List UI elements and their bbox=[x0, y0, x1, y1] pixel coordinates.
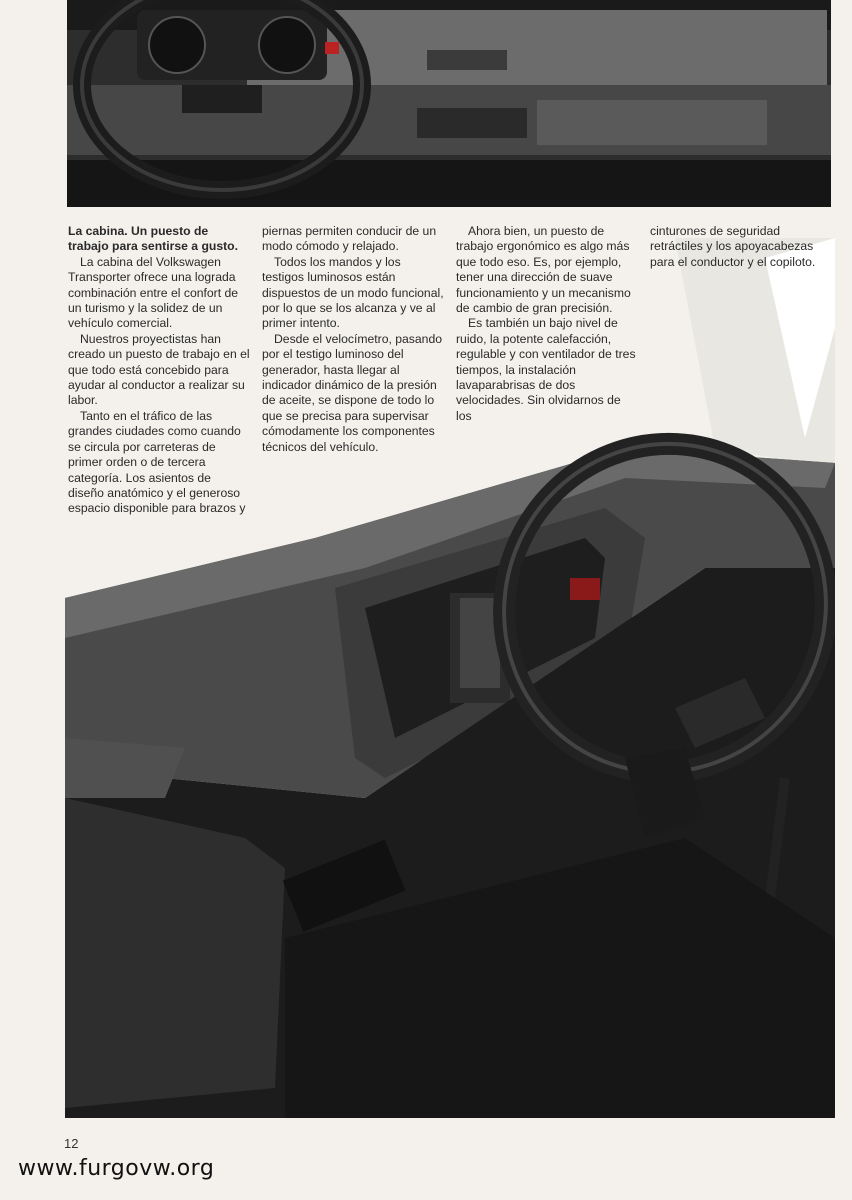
paragraph: Desde el velocímetro, pasando por el testigo luminoso del generador, hasta llegar al indicador dinámico de la presión de aceite, se dispone de todo lo que se precisa para supervisar cómodamente los componentes técnicos del vehículo. bbox=[262, 331, 443, 454]
paragraph: cinturones de seguridad retráctiles y los apoyacabezas para el conductor y el copiloto. bbox=[650, 224, 816, 269]
text-column-3 bbox=[456, 224, 640, 424]
dashboard-photo-top bbox=[67, 0, 831, 207]
paragraph: piernas permiten conducir de un modo cómodo y relajado. bbox=[262, 224, 437, 254]
article-heading: La cabina. Un puesto de trabajo para sentirse a gusto. bbox=[68, 224, 239, 254]
paragraph: Nuestros proyectistas han creado un puesto de trabajo en el que todo está concebido para ayudar al conductor a realizar su labor. bbox=[68, 331, 250, 408]
text-column-1 bbox=[68, 224, 254, 517]
paragraph: Tanto en el tráfico de las grandes ciudades como cuando se circula por carreteras de primer orden o de tercera categoría. Los asientos de diseño anatómico y el generoso espacio disponible para brazos y bbox=[68, 408, 246, 516]
paragraph: Todos los mandos y los testigos luminosos están dispuestos de un modo funcional, por lo que se los alcanza y ve al primer intento. bbox=[262, 254, 444, 331]
paragraph: Ahora bien, un puesto de trabajo ergonómico es algo más que todo eso. Es, por ejemplo, tener una dirección de suave funcionamiento y un mecanismo de cambio de gran precisión. bbox=[456, 224, 631, 316]
page-number: 12 bbox=[64, 1136, 79, 1151]
text-column-2 bbox=[262, 224, 448, 455]
site-watermark-url: www.furgovw.org bbox=[18, 1156, 215, 1181]
text-column-4 bbox=[650, 224, 834, 270]
paragraph: La cabina del Volkswagen Transporter ofrece una lograda combinación entre el confort de un turismo y la solidez de un vehículo comercial. bbox=[68, 254, 239, 331]
paragraph: Es también un bajo nivel de ruido, la potente calefacción, regulable y con ventilador de tres tiempos, la instalación lavaparabrisas de dos velocidades. Sin olvidarnos de los bbox=[456, 316, 636, 423]
